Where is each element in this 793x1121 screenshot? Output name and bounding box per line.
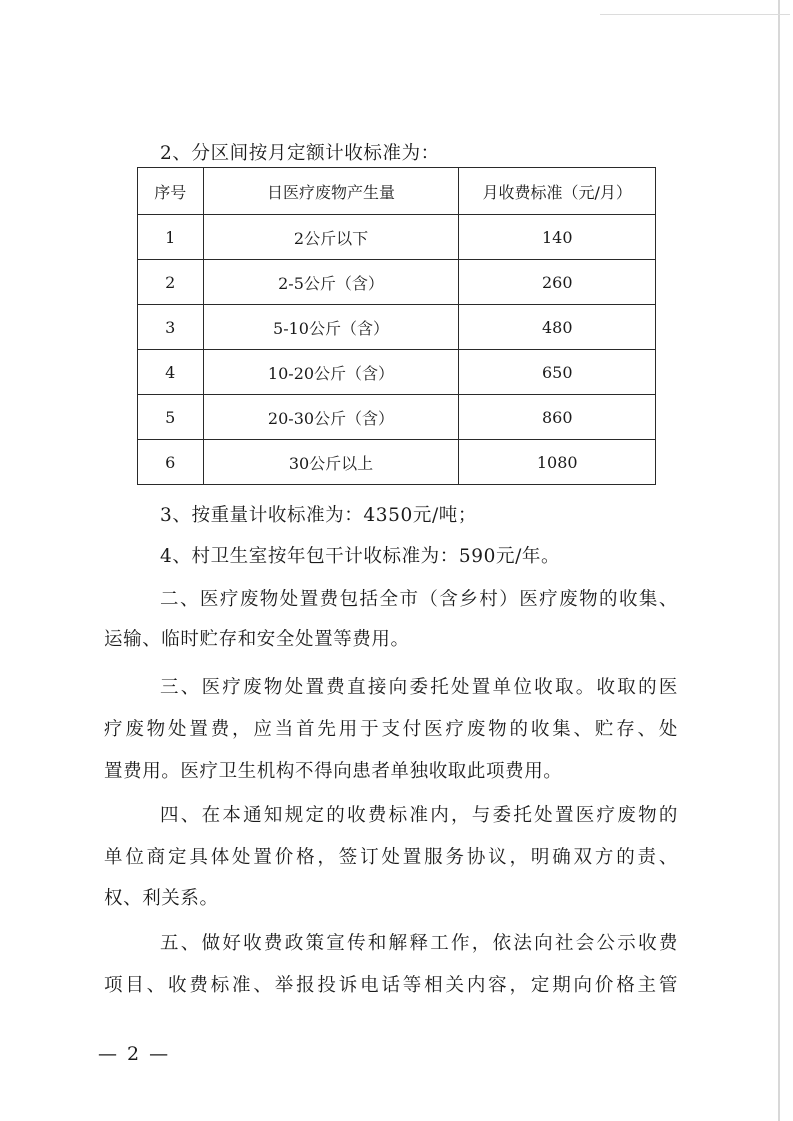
cell-monthly-fee: 860 (459, 395, 656, 440)
section-4-line-3: 权、利关系。 (104, 888, 219, 909)
cell-daily-amount: 5-10公斤（含） (203, 305, 459, 350)
cell-daily-amount: 10-20公斤（含） (203, 350, 459, 395)
header-daily-amount: 日医疗废物产生量 (203, 168, 459, 215)
table-row (138, 350, 656, 395)
section-3-line-1: 三、医疗废物处置费直接向委托处置单位收取。收取的医 (160, 677, 678, 698)
table-header-row (138, 168, 656, 215)
cell-serial: 2 (138, 260, 204, 305)
table-row (138, 440, 656, 485)
cell-serial: 1 (138, 215, 204, 260)
section-2-line-1: 二、医疗废物处置费包括全市（含乡村）医疗废物的收集、 (160, 589, 678, 610)
table-row (138, 260, 656, 305)
cell-serial: 3 (138, 305, 204, 350)
cell-daily-amount: 2公斤以下 (203, 215, 459, 260)
cell-monthly-fee: 260 (459, 260, 656, 305)
table-row (138, 305, 656, 350)
item-4-village-clinic-rate: 4、村卫生室按年包干计收标准为：590元/年。 (160, 546, 561, 567)
header-serial: 序号 (138, 168, 204, 215)
section-3-line-3: 置费用。医疗卫生机构不得向患者单独收取此项费用。 (104, 761, 563, 782)
section-4-line-1: 四、在本通知规定的收费标准内，与委托处置医疗废物的 (160, 805, 678, 826)
cell-monthly-fee: 480 (459, 305, 656, 350)
cell-serial: 6 (138, 440, 204, 485)
table-row (138, 215, 656, 260)
cell-monthly-fee: 650 (459, 350, 656, 395)
cell-monthly-fee: 1080 (459, 440, 656, 485)
section-5-line-2: 项目、收费标准、举报投诉电话等相关内容，定期向价格主管 (104, 975, 678, 996)
cell-daily-amount: 2-5公斤（含） (203, 260, 459, 305)
section-4-line-2: 单位商定具体处置价格，签订处置服务协议，明确双方的责、 (104, 847, 678, 868)
cell-daily-amount: 30公斤以上 (203, 440, 459, 485)
header-monthly-fee: 月收费标准（元/月） (459, 168, 656, 215)
cell-monthly-fee: 140 (459, 215, 656, 260)
section-2-line-2: 运输、临时贮存和安全处置等费用。 (104, 629, 410, 650)
cell-daily-amount: 20-30公斤（含） (203, 395, 459, 440)
section-5-line-1: 五、做好收费政策宣传和解释工作，依法向社会公示收费 (160, 933, 678, 954)
intro-line: 2、分区间按月定额计收标准为： (160, 143, 440, 164)
scan-edge-top (600, 14, 790, 15)
section-3-line-2: 疗废物处置费，应当首先用于支付医疗废物的收集、贮存、处 (104, 719, 678, 740)
item-3-weight-rate: 3、按重量计收标准为：4350元/吨； (160, 505, 477, 526)
cell-serial: 4 (138, 350, 204, 395)
cell-serial: 5 (138, 395, 204, 440)
page-number: — 2 — (98, 1043, 171, 1065)
scan-edge (778, 0, 780, 1121)
table-row (138, 395, 656, 440)
fee-table (137, 167, 656, 485)
